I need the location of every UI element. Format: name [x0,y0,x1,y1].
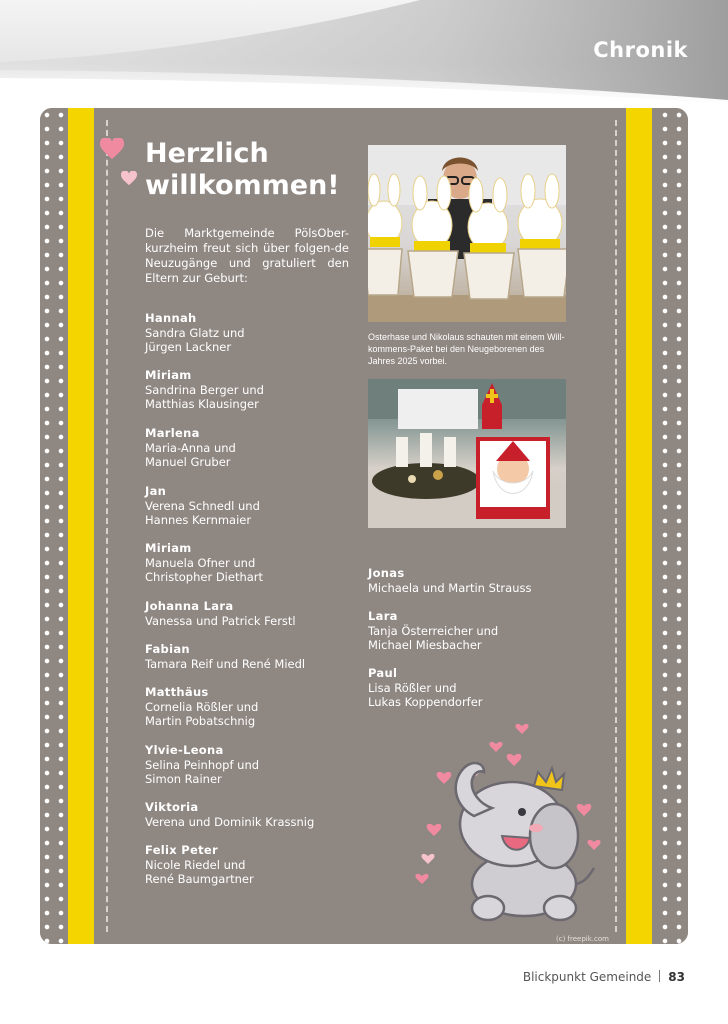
parents-names: Tanja Österreicher und Michael Miesbacher [368,623,499,652]
parents-names: Verena Schnedl und Hannes Kernmaier [145,498,260,527]
baby-entry [145,541,263,585]
baby-entry [368,566,531,595]
parents-names: Nicole Riedel und René Baumgartner [145,857,254,886]
parents-names: Vanessa und Patrick Ferstl [145,613,296,628]
heart-icon [100,138,124,160]
dotted-border-right [658,108,688,944]
footer [523,970,685,984]
footer-separator [659,970,660,982]
title-line-1: Herzlich [145,138,269,169]
baby-entry [145,743,259,787]
photo-nikolaus-bag [368,379,566,528]
yellow-stripe-left [68,108,94,944]
publication-name: Blickpunkt Gemeinde [522,970,652,984]
baby-name: Felix Peter [145,843,218,857]
baby-entry [145,642,305,671]
parents-names: Manuela Ofner und Christopher Diethart [145,555,264,584]
yellow-stripe-right [626,108,652,944]
baby-name: Hannah [145,311,197,325]
parents-names: Tamara Reif und René Miedl [145,656,306,671]
baby-entry [145,843,254,887]
title-line-2: willkommen! [145,170,340,201]
photo-easter-bunnies [368,145,566,322]
baby-entry [145,685,258,729]
baby-name: Lara [368,609,398,623]
dotted-border-left [40,108,70,944]
parents-names: Sandrina Berger und Matthias Klausinger [145,382,264,411]
stitch-line-left [106,120,108,932]
baby-name: Viktoria [145,800,199,814]
baby-name: Fabian [145,642,190,656]
intro-paragraph: Die Marktgemeinde PölsOber-kurzheim freut sich über folgen-de Neuzugänge und gratuliert den Eltern zur Geburt: [145,226,349,285]
baby-name: Marlena [145,426,200,440]
baby-entry [368,609,498,653]
parents-names: Selina Peinhopf und Simon Rainer [145,757,260,786]
baby-entry [145,484,260,528]
baby-name: Matthäus [145,685,209,699]
parents-names: Maria-Anna und Manuel Gruber [145,440,236,469]
photo-caption: Osterhase und Nikolaus schauten mit einem Will-kommens-Paket bei den Neugeborenen des Jahres 2025 vorbei. [368,332,565,366]
baby-name: Paul [368,666,398,680]
baby-name: Miriam [145,368,192,382]
baby-name: Jan [145,484,167,498]
baby-entry [145,599,296,628]
elephant-illustration [414,716,610,928]
baby-entry [368,666,483,710]
baby-name: Johanna Lara [145,599,234,613]
baby-entry [145,426,236,470]
parents-names: Lisa Rößler und Lukas Koppendorfer [368,680,483,709]
baby-name: Jonas [368,566,405,580]
parents-names: Michaela und Martin Strauss [368,580,532,595]
baby-name: Ylvie-Leona [145,743,224,757]
stitch-line-right [615,120,617,932]
baby-entry [145,311,245,355]
heart-icon [121,171,137,186]
parents-names: Cornelia Rößler und Martin Pobatschnig [145,699,259,728]
baby-entry [145,368,264,412]
parents-names: Verena und Dominik Krassnig [145,814,315,829]
parents-names: Sandra Glatz und Jürgen Lackner [145,325,245,354]
section-title: Chronik [593,38,688,62]
baby-entry [145,800,314,829]
baby-name: Miriam [145,541,192,555]
page-title [145,138,375,202]
image-credit: (c) freepik.com [556,935,609,943]
page-number: 83 [668,970,685,984]
